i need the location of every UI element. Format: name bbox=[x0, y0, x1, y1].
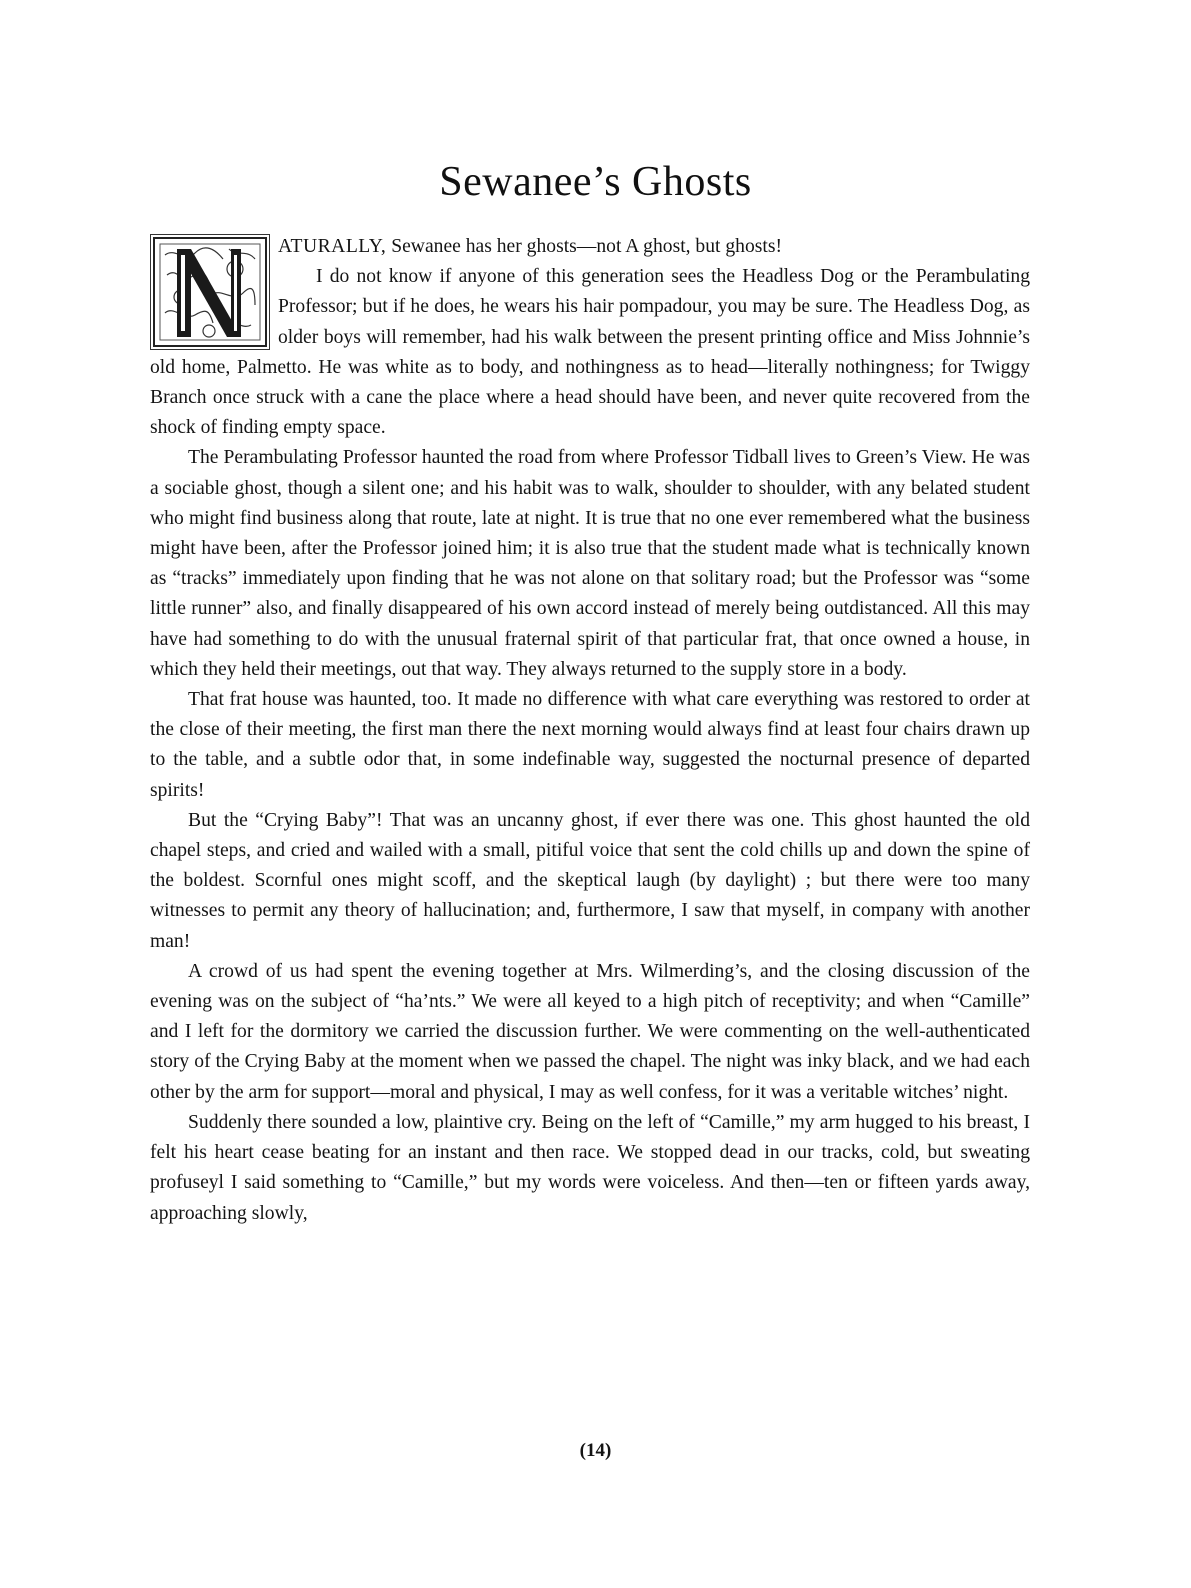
page-number: (14) bbox=[579, 1440, 612, 1461]
paragraph-3: The Perambulating Professor haunted the road from where Professor Tidball lives to Green’s View. He was a sociable ghost, though a silent one; and his habit was to walk, shoulder to shoulder, with any belated student who might find business along that route, late at night. It is true that no one ever remembered what the business might have been, after the Professor joined him; it is also true that the student made what is technically known as “tracks” immediately upon finding that he was not alone on that solitary road; but the Professor was “some little runner” also, and finally disappeared of his own accord instead of merely being outdistanced. All this may have had something to do with the unusual fraternal spirit of that particular frat, that once owned a house, in which they held their meetings, out that way. They always returned to the supply store in a body. bbox=[150, 447, 1030, 680]
page-title: Sewanee’s Ghosts bbox=[439, 159, 752, 205]
paragraph-1 bbox=[150, 232, 1030, 262]
ornamental-initial-icon bbox=[150, 234, 270, 350]
paragraph-2: I do not know if anyone of this generation sees the Headless Dog or the Perambulating Professor; but if he does, he wears his hair pompadour, you may be sure. The Headless Dog, as older boys will remember, had his walk between the present printing office and Miss Johnnie’s old home, Palmetto. He was white as to body, and nothingness as to head—literally nothingness; for Twiggy Branch once struck with a cane the place where a head should have been, and never quite recovered from the shock of finding empty space. bbox=[150, 266, 1030, 439]
paragraph-5: But the “Crying Baby”! That was an uncanny ghost, if ever there was one. This ghost haunted the old chapel steps, and cried and wailed with a small, pitiful voice that sent the cold chills up and down the spine of the boldest. Scornful ones might scoff, and the skeptical laugh (by daylight) ; but there were too many witnesses to permit any theory of hallucination; and, furthermore, I saw that myself, in company with another man! bbox=[150, 809, 1030, 952]
paragraph-1-text: Sewanee has her ghosts—not A ghost, but ghosts! bbox=[386, 236, 782, 257]
paragraph-4: That frat house was haunted, too. It made no difference with what care everything was restored to order at the close of their meeting, the first man there the next morning would always find at least four chairs drawn up to the table, and a subtle odor that, in some indefinable way, suggested the nocturnal presence of departed spirits! bbox=[150, 689, 1030, 801]
paragraph-1-lead: ATURALLY, bbox=[278, 236, 387, 257]
article-body bbox=[150, 232, 1030, 1229]
paragraph-7: Suddenly there sounded a low, plaintive cry. Being on the left of “Camille,” my arm hugged to his breast, I felt his heart cease beating for an instant and then race. We stopped dead in our tracks, cold, but sweating profuseyl I said something to “Camille,” but my words were voiceless. And then—ten or fifteen yards away, approaching slowly, bbox=[150, 1111, 1030, 1224]
paragraph-6: A crowd of us had spent the evening together at Mrs. Wilmerding’s, and the closing discussion of the evening was on the subject of “ha’nts.” We were all keyed to a high pitch of receptivity; and when “Camille” and I left for the dormitory we carried the discussion further. We were commenting on the well-authenticated story of the Crying Baby at the moment when we passed the chapel. The night was inky black, and we had each other by the arm for support—moral and physical, I may as well confess, for it was a veritable witches’ night. bbox=[150, 960, 1030, 1103]
